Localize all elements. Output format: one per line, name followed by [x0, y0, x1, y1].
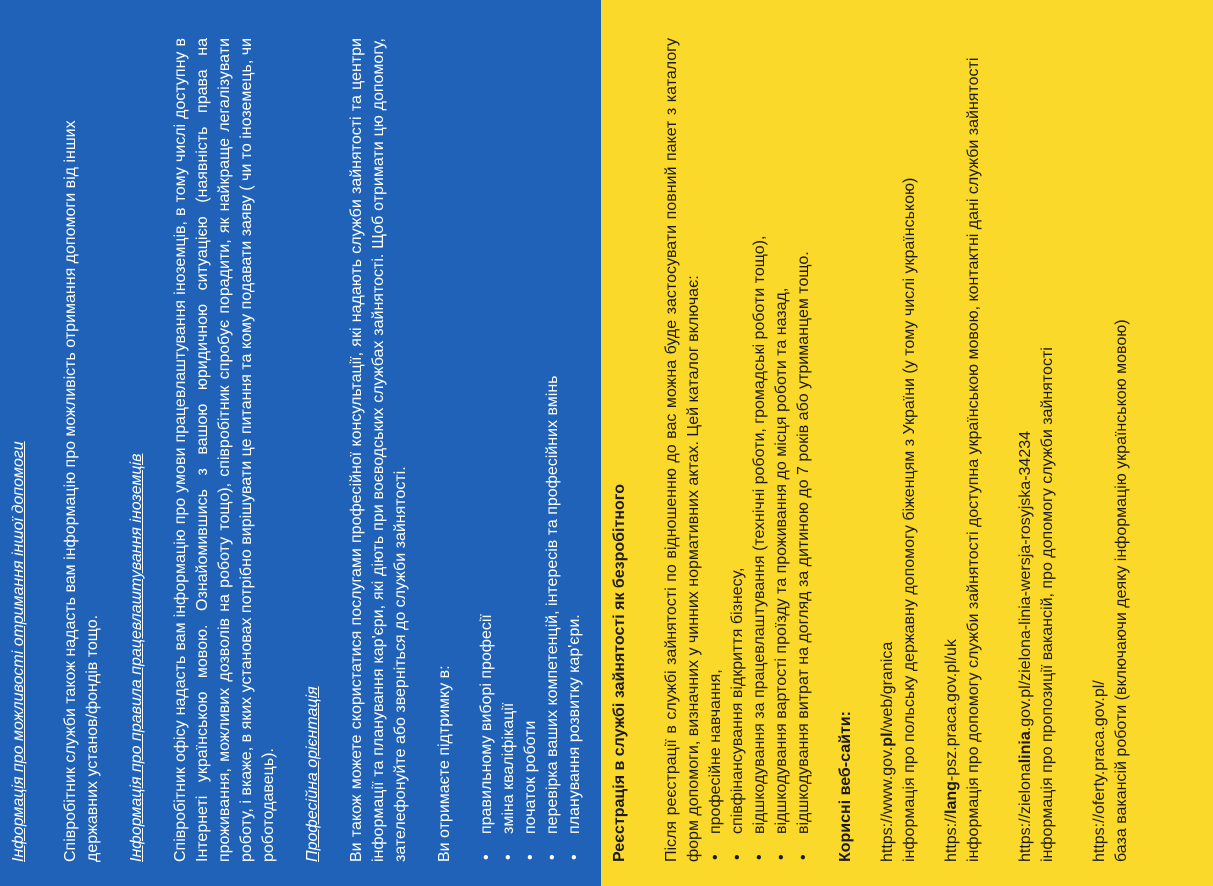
paragraph-registration: Після реєстрації в службі зайнятості по відношенню до вас можна буде застосувати повний пакет з каталогу форм допомоги, визначних у чинних нормативних актах. Цей каталог включає: [663, 38, 702, 862]
list-item: • початок роботи [520, 38, 542, 862]
website-link-zielona-linia[interactable]: https://zielonalinia.gov.pl/zielona-linia-wersja-rosyjska-34234 [1017, 430, 1034, 862]
list-item: • перевірка ваших компетенцій, інтересів та професійних вмінь [542, 38, 564, 862]
website-description: база вакансій роботи (включаючи деяку інформацію українською мовою) [1113, 319, 1130, 862]
website-link-oferty[interactable]: https://oferty.praca.gov.pl/ [1091, 680, 1108, 862]
heading-career-guidance: Професійна орієнтація [304, 686, 321, 862]
website-link-granica[interactable]: https://www.gov.pl/web/granica [879, 641, 896, 862]
paragraph-career-guidance: Ви також можете скористатися послугами професійної консультації, які надають служби зайнятості та центри інформації та планування кар'єри, які діють при воєводських службах зайнятості. Щоб отримати цю допомогу, зателефонуйте або зверніться до служби зайнятості. [348, 38, 409, 862]
list-item: • планування розвитку кар'єри. [564, 38, 586, 862]
list-item: • зміна кваліфікації [498, 38, 520, 862]
paragraph-support-intro: Ви отримаєте підтримку в: [436, 665, 453, 862]
website-description: інформація про польську державну допомогу біженцям з України (у тому числі українською) [901, 177, 918, 862]
paragraph-foreigner-employment: Співробітник офісу надасть вам інформацію про умови працевлаштування іноземців, в тому числі доступну в Інтернеті українською мовою. Ознайомившись з вашою юридичною ситуацією (наявність права на проживання, можливих дозволів на роботу тощо), співробітник спробує порадити, як найкраще легалізувати роботу, і вкаже, в яких установах потрібно вирішувати це питання та кому подавати заяву ( чи то іноземець, чи роботодавець). [172, 38, 277, 862]
yellow-panel [601, 0, 1213, 886]
paragraph-other-assistance: Співробітник служби також надасть вам інформацію про можливість отримання допомоги від інших державних установ/фондів тощо. [62, 120, 101, 862]
blue-panel [0, 0, 601, 886]
website-description: інформація про допомогу служби зайнятості доступна українською мовою, контактні дані служби зайнятості [965, 57, 982, 862]
website-description: інформація про пропозиції вакансій, про допомогу служби зайнятості [1039, 347, 1056, 862]
assistance-list [705, 38, 815, 862]
heading-useful-websites: Корисні веб-сайти: [837, 711, 854, 862]
list-item: • професійне навчання, [705, 38, 727, 862]
heading-foreigner-employment: Інформація про правила працевлаштування іноземців [128, 453, 145, 862]
yellow-panel-content [601, 26, 1133, 886]
list-item: • відшкодування витрат на догляд за дитиною до 7 років або утриманцем тощо. [793, 38, 815, 862]
list-item: • правильному виборі професії [476, 38, 498, 862]
list-item: • відшкодування вартості проїзду та проживання до місця роботи та назад, [771, 38, 793, 862]
website-link-lang-psz[interactable]: https://lang-psz.praca.gov.pl/uk [943, 639, 960, 862]
heading-registration: Реєстрація в службі зайнятості як безробітного [611, 483, 628, 862]
support-list [476, 38, 586, 862]
blue-panel-content [0, 26, 586, 886]
list-item: • відшкодування за працевлаштування (технічні роботи, громадські роботи тощо), [749, 38, 771, 862]
list-item: • співфінансування відкриття бізнесу, [727, 38, 749, 862]
heading-other-assistance: Інформація про можливості отримання іншої допомоги [10, 441, 27, 862]
